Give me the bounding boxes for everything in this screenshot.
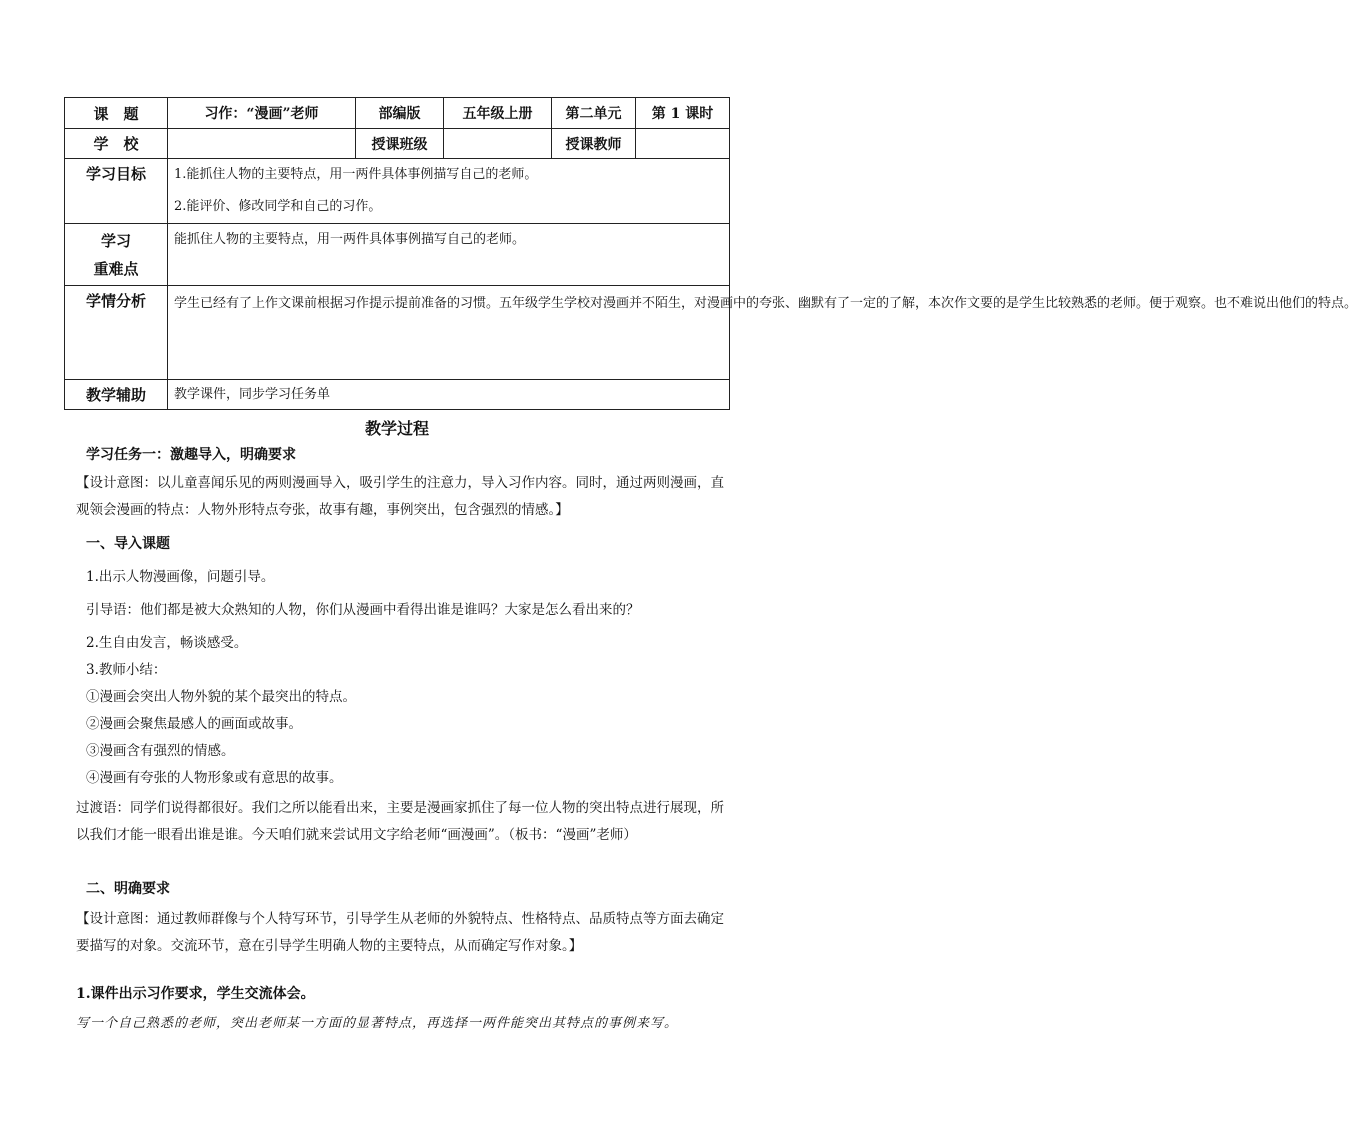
info-row-school [65,129,730,159]
period: 第 1 课时 [636,98,730,129]
summary-point: ①漫画会突出人物外貌的某个最突出的特点。 [86,689,356,705]
info-row-aids [65,380,730,410]
lesson-title: 习作：“漫画”老师 [168,98,356,129]
summary-point: ④漫画有夸张的人物形象或有意思的故事。 [86,770,343,786]
info-row-topic [65,98,730,129]
process-title: 教学过程 [364,419,429,438]
class-label: 授课班级 [356,129,444,159]
aids-content: 教学课件，同步学习任务单 [168,380,730,410]
step-4: 1.课件出示习作要求，学生交流体会。 [76,986,315,1002]
teacher-value [636,129,730,159]
class-value [444,129,552,159]
section1-heading: 一、导入课题 [86,536,170,552]
goal-item: 2.能评价、修改同学和自己的习作。 [174,199,382,214]
section2-heading: 二、明确要求 [86,881,170,897]
step-2: 2.生自由发言，畅谈感受。 [86,635,248,651]
key-points-label-line2: 重难点 [93,260,139,278]
teacher-label: 授课教师 [552,129,636,159]
info-row-goals [65,159,730,224]
edition: 部编版 [356,98,444,129]
task1-heading: 学习任务一：激趣导入，明确要求 [86,447,296,463]
step-3: 3.教师小结： [86,662,167,678]
key-points-label [65,224,168,286]
transition-text: 过渡语：同学们说得都很好。我们之所以能看出来，主要是漫画家抓住了每一位人物的突出特点进行展现，所以我们才能一眼看出谁是谁。今天咱们就来尝试用文字给老师“画漫画”。（板书：“漫画”老师） [76,800,724,843]
key-points-content: 能抓住人物的主要特点，用一两件具体事例描写自己的老师。 [168,224,730,286]
goals-label: 学习目标 [65,159,168,224]
aids-label: 教学辅助 [65,380,168,410]
key-points-label-line1: 学习 [100,232,131,250]
goals-content [168,159,730,224]
step-1: 1.出示人物漫画像，问题引导。 [86,569,275,585]
grade: 五年级上册 [444,98,552,129]
analysis-content: 学生已经有了上作文课前根据习作提示提前准备的习惯。五年级学生学校对漫画并不陌生，对漫画中的夸张、幽默有了一定的了解，本次作文要的是学生比较熟悉的老师。便于观察。也不难说出他们的特点。 [168,286,730,380]
school-label: 学 校 [65,129,168,159]
analysis-label: 学情分析 [65,286,168,380]
info-row-analysis [65,286,730,380]
topic-label: 课 题 [65,98,168,129]
summary-point: ②漫画会聚焦最感人的画面或故事。 [86,716,302,732]
guide-text: 引导语：他们都是被大众熟知的人物，你们从漫画中看得出谁是谁吗？大家是怎么看出来的？ [86,602,640,618]
process-body [76,414,726,1036]
school-value [168,129,356,159]
goal-item: 1.能抓住人物的主要特点，用一两件具体事例描写自己的老师。 [174,167,538,182]
unit: 第二单元 [552,98,636,129]
requirement-text: 写一个自己熟悉的老师，突出老师某一方面的显著特点，再选择一两件能突出其特点的事例来写。 [76,1016,679,1031]
lesson-info-table [64,97,1357,410]
design-intent-1: 【设计意图：以儿童喜闻乐见的两则漫画导入，吸引学生的注意力，导入习作内容。同时，通过两则漫画，直观领会漫画的特点：人物外形特点夸张，故事有趣，事例突出，包含强烈的情感。】 [76,475,724,518]
design-intent-2: 【设计意图：通过教师群像与个人特写环节，引导学生从老师的外貌特点、性格特点、品质特点等方面去确定要描写的对象。交流环节，意在引导学生明确人物的主要特点，从而确定写作对象。】 [76,911,724,954]
summary-point: ③漫画含有强烈的情感。 [86,743,235,759]
info-row-key-points [65,224,730,286]
